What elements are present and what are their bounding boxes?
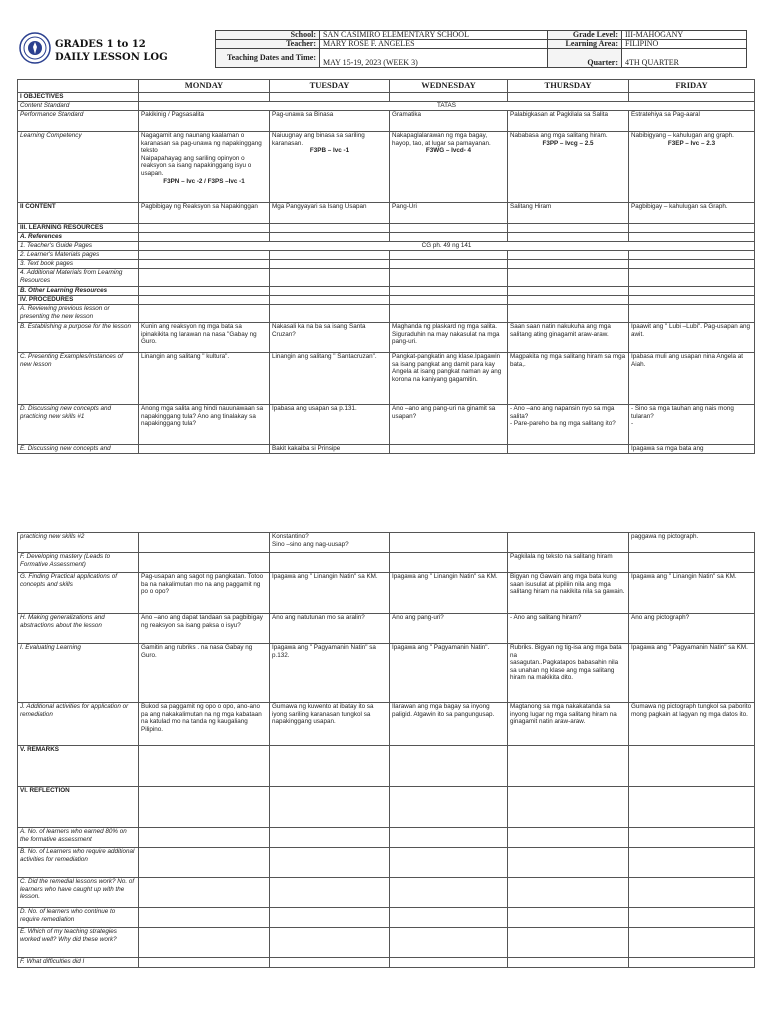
day-cell xyxy=(390,93,508,102)
day-cell xyxy=(270,928,390,958)
day-cell: - Ano ang salitang hiram? xyxy=(508,614,629,644)
table-row xyxy=(18,644,755,703)
area-label: Learning Area: xyxy=(548,40,622,49)
table-row xyxy=(18,533,755,553)
day-cell xyxy=(139,553,270,573)
day-cell xyxy=(270,269,390,287)
day-cell xyxy=(270,908,390,928)
day-cell: - Sino sa mga tauhan ang nais mong tularan? - xyxy=(629,405,755,445)
row-label: 3. Text book pages xyxy=(18,260,139,269)
competency-text: Nagagamit ang naunang kaalaman o karanasan sa pag-unawa ng napakinggang teksto Naipapahayag ang sariling opinyon o reaksyon sa isang napakinggang isyu o usapan. xyxy=(141,132,262,177)
table-row xyxy=(18,242,755,251)
day-cell: - Ano –ano ang napansin nyo sa mga salita? - Pare-pareho ba ng mga salitang ito? xyxy=(508,405,629,445)
table-row xyxy=(18,405,755,445)
page-2-body xyxy=(18,533,755,968)
teacher-label: Teacher: xyxy=(216,40,320,49)
day-cell xyxy=(508,848,629,878)
competency-code: F3WG – Ivcd- 4 xyxy=(425,147,472,155)
day-cell: Anong mga salita ang hindi nauunawaan sa napakinggang tula? Ano ang tinalakay sa napakinggang tula? xyxy=(139,405,270,445)
grade-label: Grade Level: xyxy=(548,31,622,40)
day-cell xyxy=(508,908,629,928)
row-label: Learning Competency xyxy=(18,132,139,203)
competency-text: Nababasa ang mga salitang hiram. xyxy=(510,132,608,139)
day-cell xyxy=(390,305,508,323)
day-cell xyxy=(139,928,270,958)
day-cell xyxy=(139,746,270,787)
row-label: D. Discussing new concepts and practicing new skills #1 xyxy=(18,405,139,445)
row-label: IV. PROCEDURES xyxy=(18,296,139,305)
day-cell: Ano –ano ang pang-uri na ginamit sa usapan? xyxy=(390,405,508,445)
day-cell xyxy=(270,787,390,828)
day-cell xyxy=(270,746,390,787)
day-cell xyxy=(508,93,629,102)
day-cell xyxy=(508,251,629,260)
day-cell xyxy=(390,848,508,878)
day-cell xyxy=(390,287,508,296)
table-row xyxy=(18,353,755,405)
day-cell: Maghanda ng plaskard ng mga salita. Siguraduhin na may nakasulat na mga pang-uri. xyxy=(390,323,508,353)
day-cell xyxy=(508,305,629,323)
row-label: G. Finding Practical applications of concepts and skills xyxy=(18,573,139,614)
day-cell: Ipagawa sa mga bata ang xyxy=(629,445,755,454)
day-cell xyxy=(508,828,629,848)
day-cell xyxy=(139,828,270,848)
day-cell xyxy=(390,269,508,287)
row-label: III. LEARNING RESOURCES xyxy=(18,224,139,233)
table-row xyxy=(18,878,755,908)
day-cell xyxy=(508,928,629,958)
lesson-log-table-page-1 xyxy=(17,79,755,454)
day-cell xyxy=(629,260,755,269)
day-cell: Pang-Uri xyxy=(390,203,508,224)
day-cell: Linangin ang salitang " Santacruzan". xyxy=(270,353,390,405)
row-label: B. Establishing a purpose for the lesson xyxy=(18,323,139,353)
row-label: A. References xyxy=(18,233,139,242)
day-cell: Gumawa ng kuwento at ibatay ito sa iyong sariling karanasan tungkol sa napakinggang usapan. xyxy=(270,703,390,746)
day-cell xyxy=(139,287,270,296)
day-cell: paggawa ng pictograph. xyxy=(629,533,755,553)
day-cell: Ano –ano ang dapat tandaan sa pagbibigay ng reaksyon sa isang paksa o isyu? xyxy=(139,614,270,644)
day-cell xyxy=(139,305,270,323)
competency-code: F3EP – Ivc – 2.3 xyxy=(667,139,716,147)
day-cell xyxy=(270,958,390,968)
day-cell: Ano ang pictograph? xyxy=(629,614,755,644)
day-cell: Nakasali ka na ba sa isang Santa Cruzan? xyxy=(270,323,390,353)
row-label: II CONTENT xyxy=(18,203,139,224)
day-cell: Kunin ang reaksyon ng mga bata sa ipinakikita ng larawan na nasa "Gabay ng Guro. xyxy=(139,323,270,353)
day-cell xyxy=(390,958,508,968)
day-cell: Ipagawa ang " Linangin Natin" sa KM. xyxy=(629,573,755,614)
day-cell xyxy=(629,828,755,848)
row-label: A. No. of learners who earned 80% on the formative assessment xyxy=(18,828,139,848)
day-cell xyxy=(508,445,629,454)
day-cell xyxy=(139,787,270,828)
day-cell: Linangin ang salitang " kultura". xyxy=(139,353,270,405)
table-row xyxy=(18,296,755,305)
day-cell xyxy=(390,224,508,233)
table-row xyxy=(18,203,755,224)
competency-text: Nabibigyang – kahulugan ang graph. xyxy=(631,132,734,139)
row-label: Content Standard xyxy=(18,102,139,111)
day-cell: Gumawa ng pictograph tungkol sa paborito mong pagkain at lagyan ng mga datos ito. xyxy=(629,703,755,746)
day-cell xyxy=(390,296,508,305)
day-cell: Pagbibigay ng Reaksyon sa Napakinggan xyxy=(139,203,270,224)
row-label: F. Developing mastery (Leads to Formative Assessment) xyxy=(18,553,139,573)
day-cell xyxy=(629,93,755,102)
day-cell: Rubriks. Bigyan ng tig-isa ang mga bata na sasagutan..Pagkatapos babasahin nila sa unahan ng klase ang mga salitang hiram na makikita dito. xyxy=(508,644,629,703)
table-row xyxy=(18,703,755,746)
row-label: B. No. of Learners who require additional activities for remediation xyxy=(18,848,139,878)
row-label: I. Evaluating Learning xyxy=(18,644,139,703)
table-row xyxy=(18,224,755,233)
day-cell: Ano ang natutunan mo sa aralin? xyxy=(270,614,390,644)
day-cell xyxy=(390,746,508,787)
quarter-value: 4TH QUARTER xyxy=(622,49,747,68)
day-cell: Konstantino? Sino –sino ang nag-uusap? xyxy=(270,533,390,553)
day-cell xyxy=(270,878,390,908)
day-cell: Pagkilala ng teksto na salitang hiram xyxy=(508,553,629,573)
table-row xyxy=(18,553,755,573)
day-cell xyxy=(139,908,270,928)
day-cell xyxy=(390,445,508,454)
day-cell: Bigyan ng Gawain ang mga bata kung saan isusulat at pipiliin nila ang mga salitang hiram na nakikita nila sa gawain. xyxy=(508,573,629,614)
day-cell xyxy=(508,746,629,787)
day-cell xyxy=(270,296,390,305)
table-row xyxy=(18,323,755,353)
day-cell: Pag-unawa sa Binasa xyxy=(270,111,390,132)
day-cell xyxy=(508,533,629,553)
day-cell xyxy=(390,251,508,260)
day-cell xyxy=(270,305,390,323)
day-cell xyxy=(508,878,629,908)
day-cell xyxy=(390,260,508,269)
day-header-friday: FRIDAY xyxy=(629,80,755,93)
day-cell xyxy=(629,287,755,296)
brand-line-1: GRADES 1 to 12 xyxy=(55,39,146,50)
table-row xyxy=(18,445,755,454)
day-cell xyxy=(629,305,755,323)
deped-seal-icon xyxy=(19,32,51,64)
school-label: School: xyxy=(216,31,320,40)
row-label: H. Making generalizations and abstractions about the lesson xyxy=(18,614,139,644)
day-cell xyxy=(390,928,508,958)
day-cell xyxy=(390,533,508,553)
day-cell xyxy=(508,233,629,242)
day-cell xyxy=(139,958,270,968)
row-label: V. REMARKS xyxy=(18,746,139,787)
row-label: B. Other Learning Resources xyxy=(18,287,139,296)
day-cell: Ilarawan ang mga bagay sa inyong paligid. Atgawin ito sa pangungusap. xyxy=(390,703,508,746)
day-cell: Pag-usapan ang sagot ng pangkatan. Totoo ba na nakalimutan mo na ang paggamit ng po o opo? xyxy=(139,573,270,614)
table-row xyxy=(18,132,755,203)
day-cell xyxy=(508,787,629,828)
day-cell xyxy=(508,296,629,305)
day-cell: Ipagawa ang " Pagyamanin Natin" sa p.132. xyxy=(270,644,390,703)
day-cell xyxy=(139,251,270,260)
day-cell xyxy=(390,553,508,573)
day-cell xyxy=(629,233,755,242)
row-label: C. Did the remedial lessons work? No. of learners who have caught up with the lesson. xyxy=(18,878,139,908)
table-row xyxy=(18,260,755,269)
competency-text: Nakapaglalarawan ng mga bagay, hayop, tao, at lugar sa pamayanan. xyxy=(392,132,491,147)
teacher-value: MARY ROSE F. ANGELES xyxy=(320,40,548,49)
brand-line-2: DAILY LESSON LOG xyxy=(55,52,168,63)
row-label: E. Discussing new concepts and xyxy=(18,445,139,454)
quarter-label: Quarter: xyxy=(548,49,622,68)
day-cell: Ipaawit ang " Lubi –Lubi". Pag-usapan ang awit. xyxy=(629,323,755,353)
table-row xyxy=(18,746,755,787)
day-cell: Salitang Hiram xyxy=(508,203,629,224)
day-cell xyxy=(390,878,508,908)
header-info-table xyxy=(215,30,747,68)
day-cell: Pagbibigay – kahulugan sa Graph. xyxy=(629,203,755,224)
day-cell xyxy=(139,296,270,305)
day-cell: Magpakita ng mga salitang hiram sa mga bata,. xyxy=(508,353,629,405)
table-row xyxy=(18,233,755,242)
table-row xyxy=(18,787,755,828)
table-row xyxy=(18,251,755,260)
day-cell: Palabigkasan at Pagkilala sa Salita xyxy=(508,111,629,132)
lesson-log-header xyxy=(17,30,754,73)
school-value: SAN CASIMIRO ELEMENTARY SCHOOL xyxy=(320,31,548,40)
day-cell xyxy=(390,908,508,928)
corner-cell xyxy=(18,80,139,93)
day-cell xyxy=(139,269,270,287)
day-cell xyxy=(139,260,270,269)
day-cell xyxy=(508,224,629,233)
row-label: F. What difficulties did I xyxy=(18,958,139,968)
day-cell: Gramatika xyxy=(390,111,508,132)
day-cell xyxy=(270,553,390,573)
day-cell xyxy=(270,287,390,296)
day-cell: Estratehiya sa Pag-aaral xyxy=(629,111,755,132)
row-label: D. No. of learners who continue to require remediation xyxy=(18,908,139,928)
table-row xyxy=(18,573,755,614)
day-cell xyxy=(390,828,508,848)
day-cell: Ano ang pang-uri? xyxy=(390,614,508,644)
page-1-body xyxy=(18,93,755,454)
day-cell xyxy=(629,848,755,878)
day-cell xyxy=(629,746,755,787)
day-cell xyxy=(270,132,390,203)
day-cell: Mga Pangyayari sa Isang Usapan xyxy=(270,203,390,224)
day-cell: Ipagawa ang " Linangin Natin" sa KM. xyxy=(390,573,508,614)
day-cell xyxy=(270,848,390,878)
table-row xyxy=(18,93,755,102)
merged-cell: TATAS xyxy=(139,102,755,111)
table-row xyxy=(18,908,755,928)
day-cell xyxy=(629,224,755,233)
competency-code: F3PN – Ivc -2 / F3PS –Ivc -1 xyxy=(163,177,245,185)
day-cell xyxy=(139,878,270,908)
row-label: Performance Standard xyxy=(18,111,139,132)
row-label: A. Reviewing previous lesson or presenting the new lesson xyxy=(18,305,139,323)
brand-title xyxy=(55,38,168,64)
day-cell: Bakit kakaiba si Prinsipe xyxy=(270,445,390,454)
table-row xyxy=(18,958,755,968)
table-row xyxy=(18,287,755,296)
day-cell: Magtanong sa mga nakakatanda sa inyong lugar ng mga salitang hiram na ginagamit natin araw-araw. xyxy=(508,703,629,746)
dates-label: Teaching Dates and Time: xyxy=(216,49,320,68)
day-cell xyxy=(629,958,755,968)
day-cell xyxy=(629,878,755,908)
day-header-monday: MONDAY xyxy=(139,80,270,93)
row-label: I OBJECTIVES xyxy=(18,93,139,102)
competency-text: Naiuugnay ang binasa sa sariling karanasan. xyxy=(272,132,365,147)
row-label: 2. Learner's Materials pages xyxy=(18,251,139,260)
day-cell xyxy=(139,132,270,203)
day-cell xyxy=(270,828,390,848)
day-cell xyxy=(139,233,270,242)
day-cell xyxy=(139,533,270,553)
day-cell: Ipabasa muli ang usapan nina Angela at Aiah. xyxy=(629,353,755,405)
day-header-wednesday: WEDNESDAY xyxy=(390,80,508,93)
day-cell xyxy=(629,553,755,573)
table-row xyxy=(18,848,755,878)
day-cell xyxy=(508,132,629,203)
day-cell: Gamitin ang rubriks . na nasa Gabay ng Guro. xyxy=(139,644,270,703)
row-label: C. Presenting Examples/instances of new lesson xyxy=(18,353,139,405)
day-cell xyxy=(629,296,755,305)
day-cell xyxy=(629,787,755,828)
row-label: practicing new skills #2 xyxy=(18,533,139,553)
day-header-tuesday: TUESDAY xyxy=(270,80,390,93)
day-cell: Saan saan natin nakukuha ang mga salitang ating ginagamit araw-araw. xyxy=(508,323,629,353)
day-cell xyxy=(390,132,508,203)
day-cell xyxy=(390,233,508,242)
day-cell: Ipagawa ang " Linangin Natin" sa KM. xyxy=(270,573,390,614)
row-label: 1. Teacher's Guide Pages xyxy=(18,242,139,251)
day-cell xyxy=(139,224,270,233)
table-row xyxy=(18,928,755,958)
day-cell xyxy=(629,132,755,203)
day-cell xyxy=(270,260,390,269)
day-cell xyxy=(270,233,390,242)
day-cell: Pakikinig / Pagsasalita xyxy=(139,111,270,132)
day-cell xyxy=(629,251,755,260)
day-cell xyxy=(629,269,755,287)
competency-code: F3PP – Ivcg – 2.5 xyxy=(542,139,594,147)
table-row xyxy=(18,305,755,323)
day-cell xyxy=(139,93,270,102)
day-cell: Ipabasa ang usapan sa p.131. xyxy=(270,405,390,445)
table-row xyxy=(18,111,755,132)
day-cell xyxy=(390,787,508,828)
row-label: VI. REFLECTION xyxy=(18,787,139,828)
day-cell xyxy=(508,958,629,968)
day-cell xyxy=(508,287,629,296)
day-cell: Bukod sa paggamit ng opo o opo, ano-ano pa ang nakakalimutan na ng mga kabataan na katulad mo na tanda ng kaugaliang Pilipino. xyxy=(139,703,270,746)
day-cell: Ipagawa ang " Pagyamanin Natin". xyxy=(390,644,508,703)
day-cell: Ipagawa ang " Pagyamanin Natin" sa KM. xyxy=(629,644,755,703)
day-cell xyxy=(270,224,390,233)
day-cell: Pangkat-pangkatin ang klase.Ipagawin sa isang pangkat ang damit para kay Angela at isang pangkat naman ay ang korona na kaniyang gagamitin. xyxy=(390,353,508,405)
area-value: FILIPINO xyxy=(622,40,747,49)
day-cell xyxy=(629,908,755,928)
table-row xyxy=(18,614,755,644)
table-row xyxy=(18,828,755,848)
day-cell xyxy=(139,445,270,454)
row-label: 4. Additional Materials from Learning Resources xyxy=(18,269,139,287)
table-row xyxy=(18,102,755,111)
day-cell xyxy=(508,260,629,269)
lesson-log-table-page-2 xyxy=(17,532,755,968)
table-row xyxy=(18,269,755,287)
competency-code: F3PB – Ivc -1 xyxy=(309,147,350,155)
day-header-thursday: THURSDAY xyxy=(508,80,629,93)
day-cell xyxy=(139,848,270,878)
day-cell xyxy=(270,93,390,102)
dates-value: MAY 15-19, 2023 (WEEK 3) xyxy=(320,49,548,68)
day-cell xyxy=(508,269,629,287)
merged-cell: CG ph. 49 ng 141 xyxy=(139,242,755,251)
day-cell xyxy=(629,928,755,958)
row-label: J. Additional activities for application or remediation xyxy=(18,703,139,746)
day-cell xyxy=(270,251,390,260)
grade-value: III-MAHOGANY xyxy=(622,31,747,40)
day-header-row xyxy=(18,80,755,93)
row-label: E. Which of my teaching strategies worked well? Why did these work? xyxy=(18,928,139,958)
